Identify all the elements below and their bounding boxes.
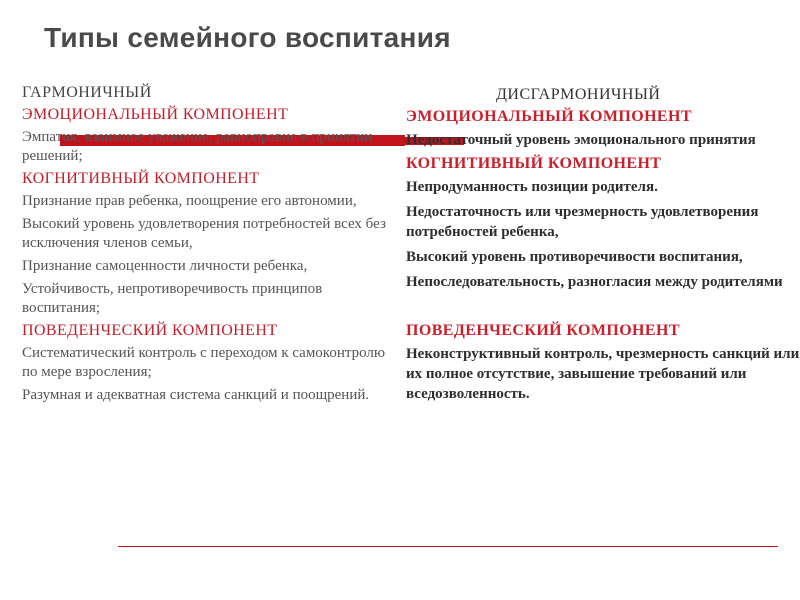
list-item: Недостаточный уровень эмоционального принятия	[406, 132, 756, 148]
harmonious-column	[22, 84, 390, 409]
section-heading: ЭМОЦИОНАЛЬНЫЙ КОМПОНЕНТ	[22, 106, 289, 123]
column-heading: ДИСГАРМОНИЧНЫЙ	[496, 86, 661, 103]
list-item: Признание прав ребенка, поощрение его автономии,	[22, 193, 357, 209]
list-item: Разумная и адекватная система санкций и поощрений.	[22, 387, 370, 403]
divider-line	[118, 546, 778, 547]
section-heading: КОГНИТИВНЫЙ КОМПОНЕНТ	[406, 155, 662, 172]
list-item: Высокий уровень противоречивости воспитания,	[406, 249, 743, 265]
page-title: Типы семейного воспитания	[44, 22, 451, 53]
list-item: Непоследовательность, разногласия между родителями	[406, 274, 783, 290]
list-item: Непродуманность позиции родителя.	[406, 179, 658, 195]
list-item: Эмпатия, взаимное уважение, равноправие в принятии решений;	[22, 129, 373, 164]
list-item: Неконструктивный контроль, чрезмерность санкций или их полное отсутствие, завышение требований или вседозволенность.	[406, 346, 800, 402]
list-item: Устойчивость, непротиворечивость принципов воспитания;	[22, 281, 323, 316]
column-heading: ГАРМОНИЧНЫЙ	[22, 84, 152, 101]
section-heading: ЭМОЦИОНАЛЬНЫЙ КОМПОНЕНТ	[406, 108, 692, 125]
list-item: Высокий уровень удовлетворения потребностей всех без исключения членов семьи,	[22, 216, 386, 251]
disharmonious-column	[406, 86, 800, 409]
section-heading: ПОВЕДЕНЧЕСКИЙ КОМПОНЕНТ	[406, 322, 680, 339]
list-item: Систематический контроль с переходом к самоконтролю по мере взросления;	[22, 345, 386, 380]
list-item: Признание самоценности личности ребенка,	[22, 258, 308, 274]
section-heading: ПОВЕДЕНЧЕСКИЙ КОМПОНЕНТ	[22, 322, 278, 339]
section-heading: КОГНИТИВНЫЙ КОМПОНЕНТ	[22, 170, 260, 187]
list-item: Недостаточность или чрезмерность удовлетворения потребностей ребенка,	[406, 204, 759, 240]
